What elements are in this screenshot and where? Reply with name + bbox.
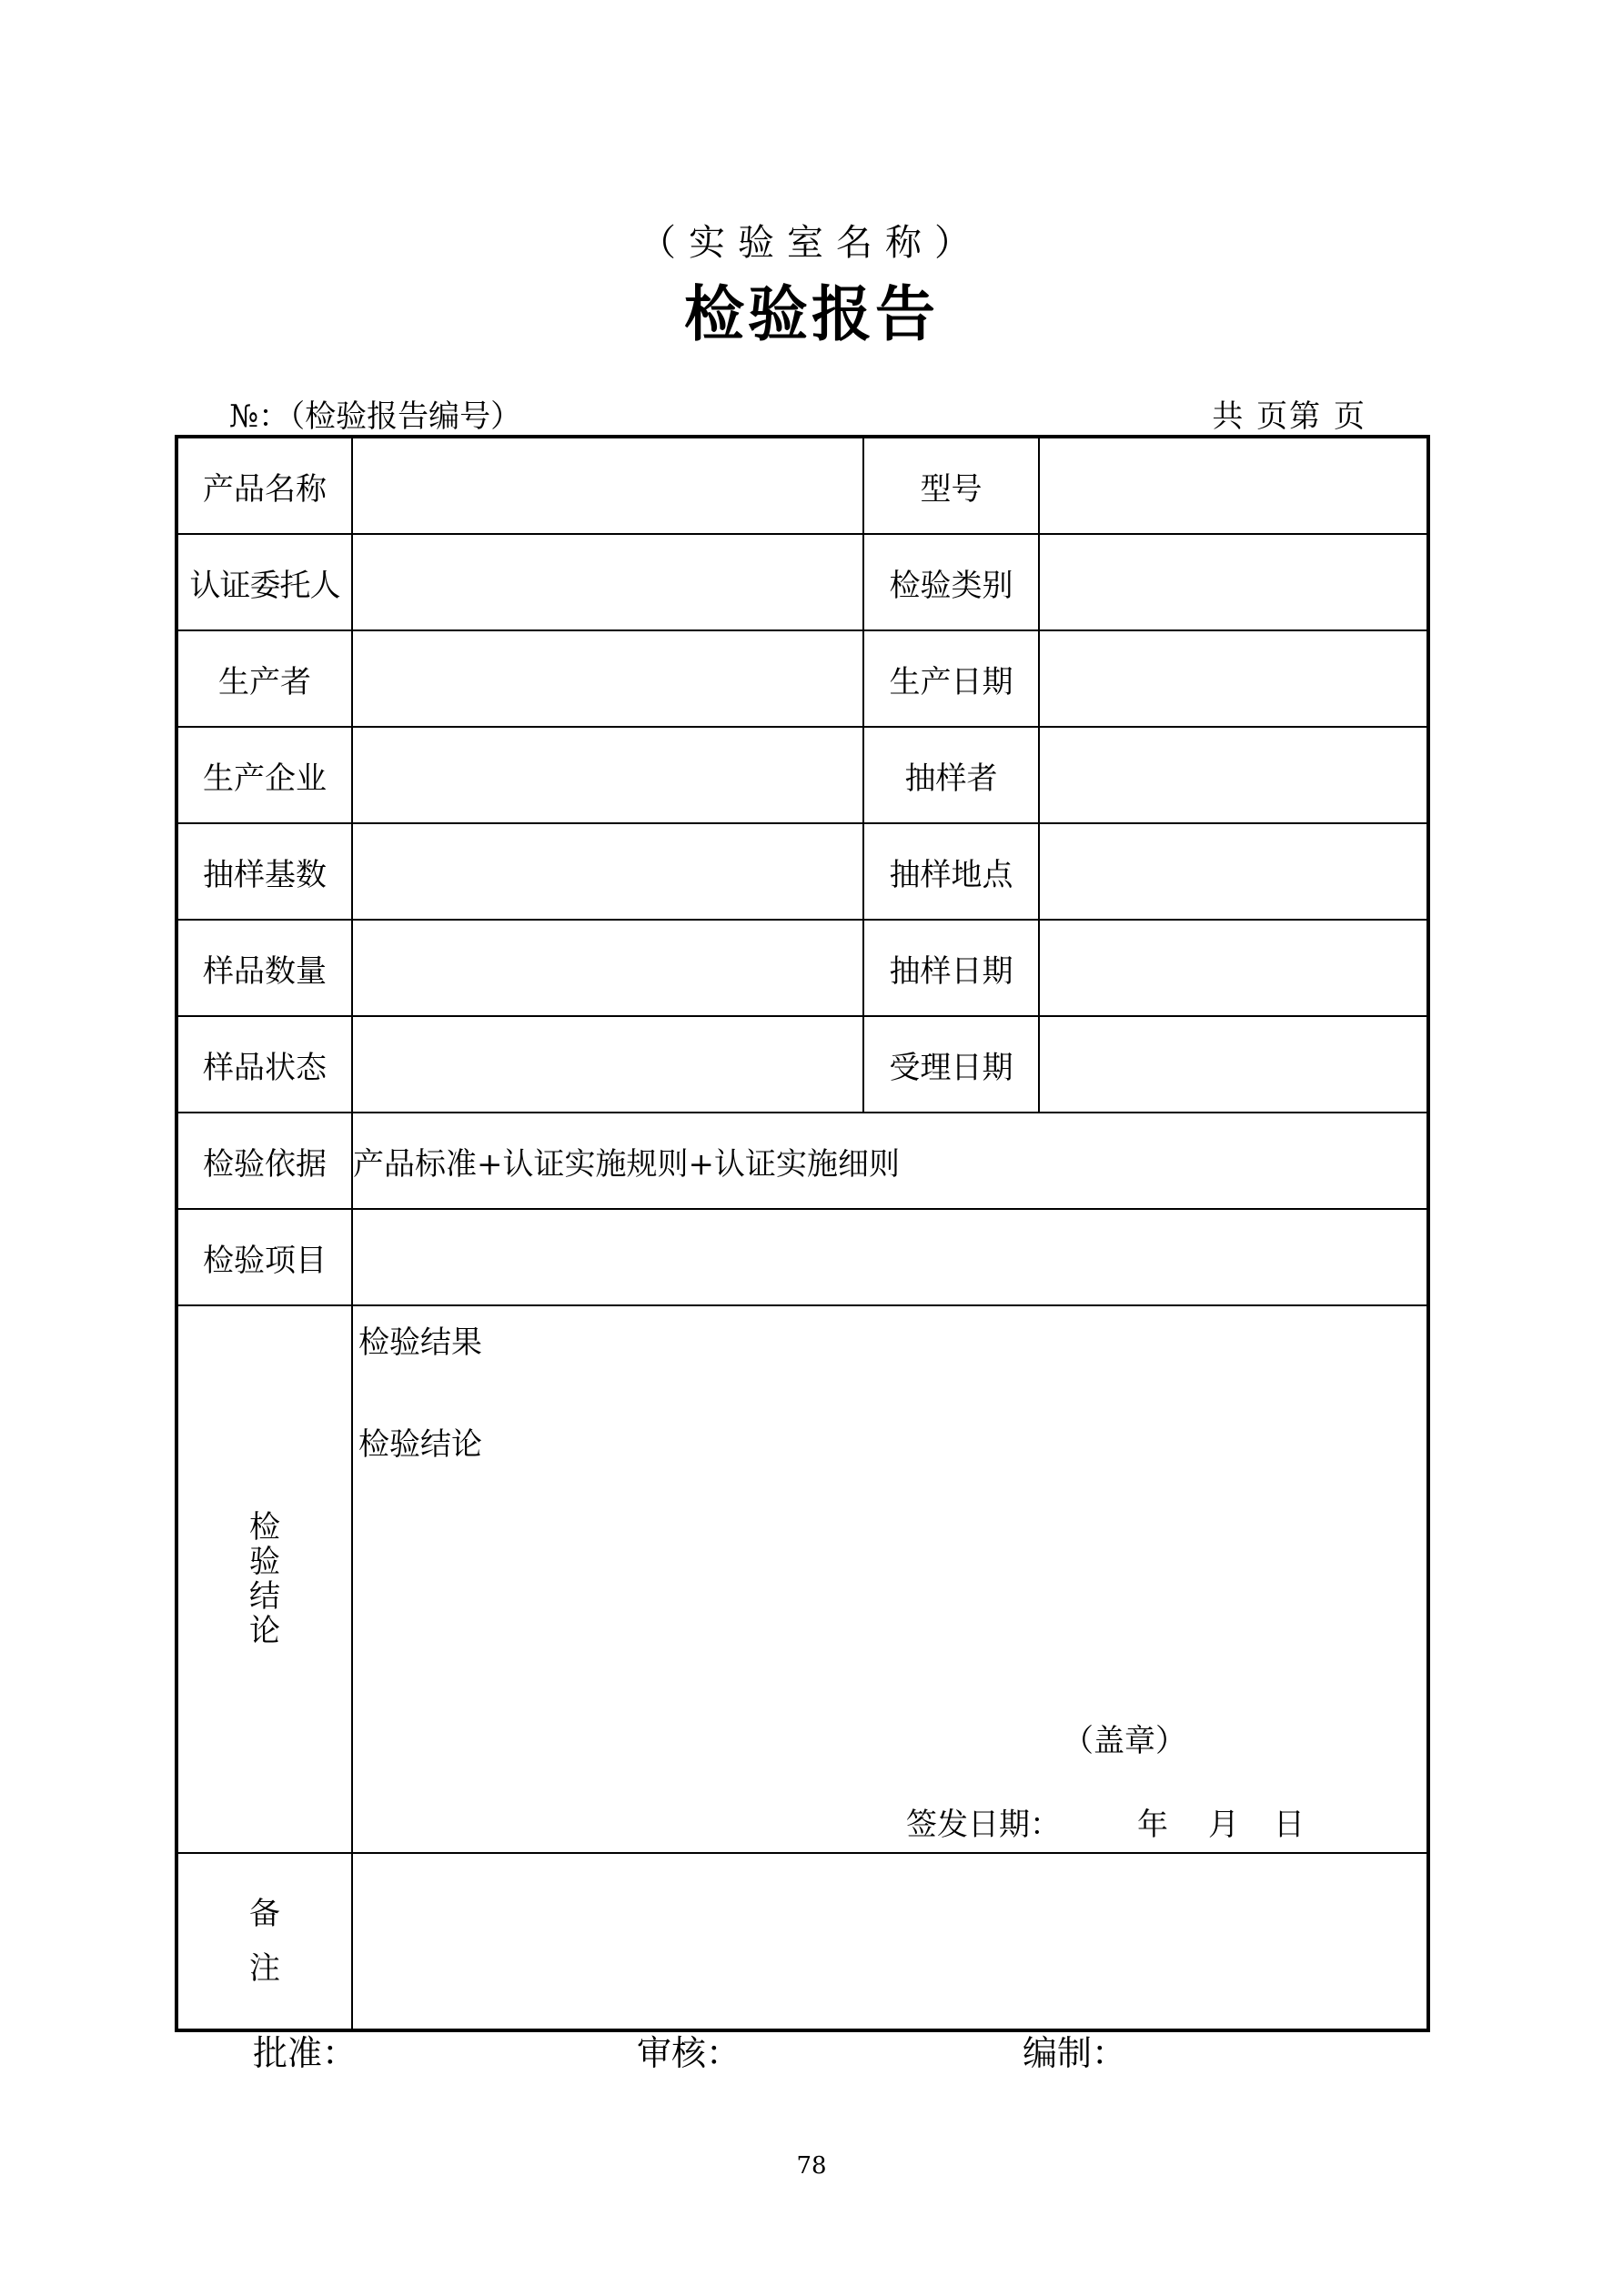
manufacturer-label: 生产企业 bbox=[176, 727, 352, 823]
inspection-items-field[interactable] bbox=[352, 1209, 1428, 1305]
acceptance-date-label: 受理日期 bbox=[863, 1016, 1039, 1113]
table-row bbox=[176, 630, 1428, 727]
inspection-result-text: 检验结果 bbox=[358, 1324, 482, 1361]
inspection-conclusion-text: 检验结论 bbox=[358, 1426, 482, 1463]
sampling-base-label: 抽样基数 bbox=[176, 823, 352, 920]
lab-name: （实验室名称） bbox=[640, 222, 983, 264]
sample-status-field[interactable] bbox=[352, 1016, 863, 1113]
acceptance-date-field[interactable] bbox=[1039, 1016, 1428, 1113]
table-row bbox=[176, 1113, 1428, 1209]
table-row bbox=[176, 437, 1428, 534]
sample-quantity-field[interactable] bbox=[352, 920, 863, 1016]
inspection-type-label: 检验类别 bbox=[863, 534, 1039, 630]
sampler-label: 抽样者 bbox=[863, 727, 1039, 823]
report-number: №：（检验报告编号） bbox=[229, 398, 522, 435]
applicant-field[interactable] bbox=[352, 534, 863, 630]
table-row bbox=[176, 1209, 1428, 1305]
prepare-signature-label: 编制： bbox=[1023, 2033, 1127, 2073]
table-row bbox=[176, 1305, 1428, 1853]
page-count: 共 页第 页 bbox=[1212, 398, 1366, 435]
product-name-label: 产品名称 bbox=[176, 437, 352, 534]
sampling-date-field[interactable] bbox=[1039, 920, 1428, 1016]
inspection-type-field[interactable] bbox=[1039, 534, 1428, 630]
product-name-field[interactable] bbox=[352, 437, 863, 534]
report-title: 检验报告 bbox=[684, 279, 939, 349]
table-row bbox=[176, 920, 1428, 1016]
sampling-location-field[interactable] bbox=[1039, 823, 1428, 920]
page-number: 78 bbox=[796, 2152, 827, 2180]
conclusion-label-cell bbox=[176, 1305, 352, 1853]
production-date-label: 生产日期 bbox=[863, 630, 1039, 727]
approve-signature-label: 批准： bbox=[253, 2033, 358, 2073]
issue-date-label: 签发日期： bbox=[906, 1807, 1061, 1843]
manufacturer-field[interactable] bbox=[352, 727, 863, 823]
conclusion-field[interactable] bbox=[352, 1305, 1428, 1853]
producer-label: 生产者 bbox=[176, 630, 352, 727]
issue-year-label: 年 bbox=[1137, 1807, 1168, 1843]
production-date-field[interactable] bbox=[1039, 630, 1428, 727]
table-row bbox=[176, 1853, 1428, 2030]
sampler-field[interactable] bbox=[1039, 727, 1428, 823]
sampling-location-label: 抽样地点 bbox=[863, 823, 1039, 920]
applicant-label: 认证委托人 bbox=[176, 534, 352, 630]
remarks-label-line2: 注 bbox=[249, 1950, 280, 1987]
table-row bbox=[176, 1016, 1428, 1113]
report-table bbox=[175, 435, 1430, 2032]
table-row bbox=[176, 727, 1428, 823]
inspection-basis-label: 检验依据 bbox=[176, 1113, 352, 1209]
conclusion-label: 检验结论 bbox=[249, 1508, 280, 1649]
issue-month-label: 月 bbox=[1208, 1807, 1239, 1843]
model-field[interactable] bbox=[1039, 437, 1428, 534]
sampling-base-field[interactable] bbox=[352, 823, 863, 920]
seal-text: （盖章） bbox=[1063, 1723, 1186, 1759]
inspection-basis-value: 产品标准+认证实施规则+认证实施细则 bbox=[352, 1113, 1428, 1209]
table-row bbox=[176, 823, 1428, 920]
remarks-label-cell bbox=[176, 1853, 352, 2030]
issue-day-label: 日 bbox=[1274, 1807, 1305, 1843]
sample-quantity-label: 样品数量 bbox=[176, 920, 352, 1016]
inspection-items-label: 检验项目 bbox=[176, 1209, 352, 1305]
producer-field[interactable] bbox=[352, 630, 863, 727]
table-row bbox=[176, 534, 1428, 630]
model-label: 型号 bbox=[863, 437, 1039, 534]
review-signature-label: 审核： bbox=[637, 2033, 741, 2073]
sample-status-label: 样品状态 bbox=[176, 1016, 352, 1113]
remarks-label-line1: 备 bbox=[249, 1896, 280, 1932]
remarks-field[interactable] bbox=[352, 1853, 1428, 2030]
sampling-date-label: 抽样日期 bbox=[863, 920, 1039, 1016]
